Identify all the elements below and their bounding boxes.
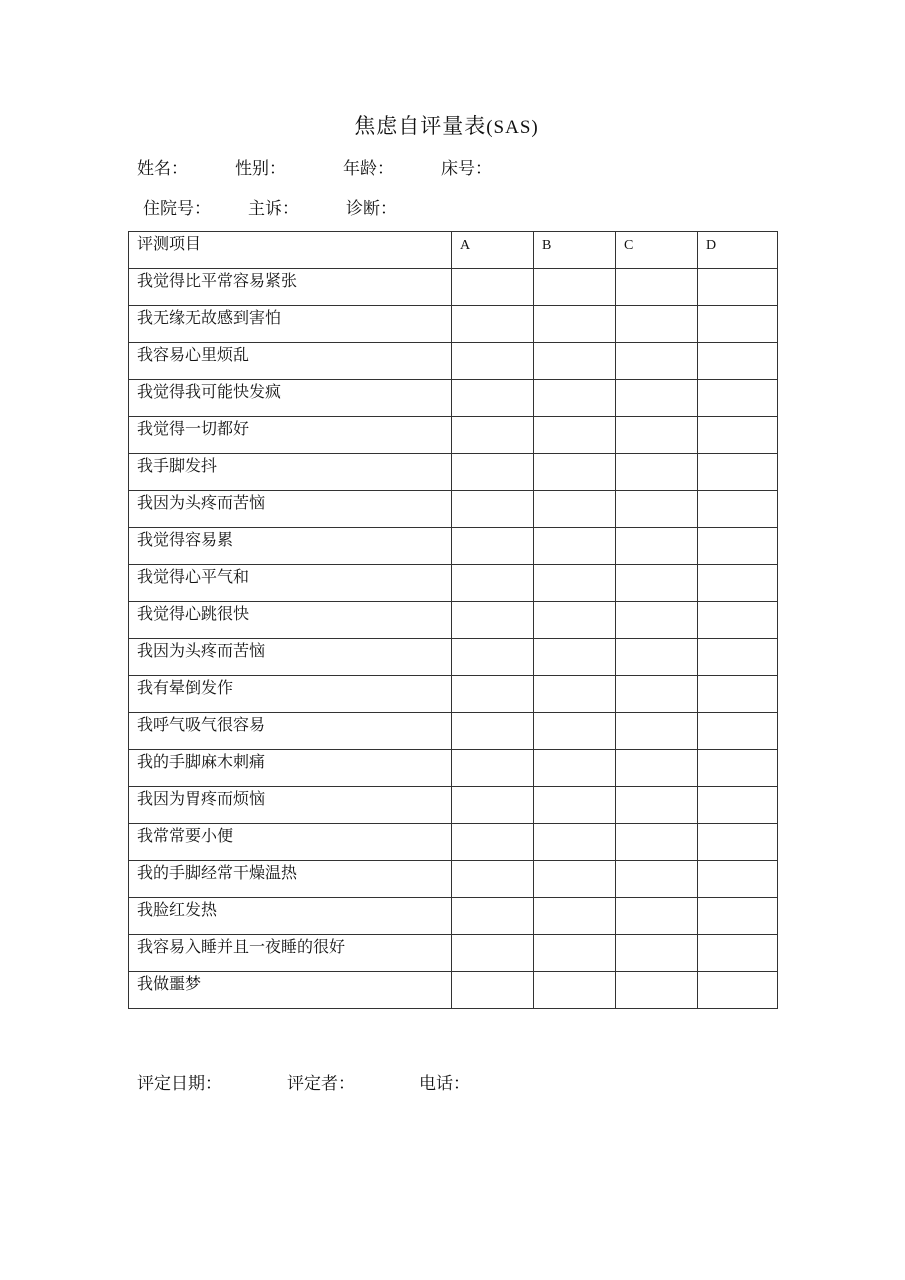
option-cell-a[interactable] xyxy=(452,528,534,565)
option-cell-d[interactable] xyxy=(698,639,778,676)
option-cell-c[interactable] xyxy=(616,787,698,824)
item-text: 我呼气吸气很容易 xyxy=(129,713,452,750)
option-cell-d[interactable] xyxy=(698,750,778,787)
option-cell-c[interactable] xyxy=(616,824,698,861)
option-cell-d[interactable] xyxy=(698,787,778,824)
option-cell-a[interactable] xyxy=(452,787,534,824)
item-text: 我脸红发热 xyxy=(129,898,452,935)
item-text: 我因为头疼而苦恼 xyxy=(129,491,452,528)
option-cell-a[interactable] xyxy=(452,269,534,306)
item-text: 我常常要小便 xyxy=(129,824,452,861)
item-text: 我觉得一切都好 xyxy=(129,417,452,454)
option-cell-b[interactable] xyxy=(534,343,616,380)
option-cell-c[interactable] xyxy=(616,380,698,417)
option-cell-d[interactable] xyxy=(698,343,778,380)
option-cell-d[interactable] xyxy=(698,972,778,1009)
item-text: 我的手脚麻木刺痛 xyxy=(129,750,452,787)
item-text: 我觉得容易累 xyxy=(129,528,452,565)
header-option-a: A xyxy=(452,232,534,269)
option-cell-a[interactable] xyxy=(452,713,534,750)
option-cell-d[interactable] xyxy=(698,306,778,343)
option-cell-c[interactable] xyxy=(616,972,698,1009)
table-row xyxy=(129,898,778,935)
header-option-d: D xyxy=(698,232,778,269)
header-option-c: C xyxy=(616,232,698,269)
option-cell-d[interactable] xyxy=(698,565,778,602)
table-row xyxy=(129,787,778,824)
option-cell-c[interactable] xyxy=(616,565,698,602)
diagnosis-label: 诊断： xyxy=(346,199,397,219)
item-text: 我觉得我可能快发疯 xyxy=(129,380,452,417)
table-row xyxy=(129,380,778,417)
title-code: (SAS) xyxy=(486,117,539,138)
option-cell-c[interactable] xyxy=(616,417,698,454)
option-cell-b[interactable] xyxy=(534,454,616,491)
option-cell-a[interactable] xyxy=(452,417,534,454)
option-cell-a[interactable] xyxy=(452,343,534,380)
item-text: 我觉得心平气和 xyxy=(129,565,452,602)
option-cell-b[interactable] xyxy=(534,750,616,787)
age-label: 年龄： xyxy=(343,159,394,179)
table-row xyxy=(129,713,778,750)
option-cell-d[interactable] xyxy=(698,861,778,898)
option-cell-c[interactable] xyxy=(616,713,698,750)
item-text: 我做噩梦 xyxy=(129,972,452,1009)
item-text: 我容易心里烦乱 xyxy=(129,343,452,380)
option-cell-d[interactable] xyxy=(698,602,778,639)
option-cell-c[interactable] xyxy=(616,528,698,565)
option-cell-d[interactable] xyxy=(698,380,778,417)
option-cell-d[interactable] xyxy=(698,824,778,861)
option-cell-c[interactable] xyxy=(616,898,698,935)
option-cell-b[interactable] xyxy=(534,639,616,676)
gender-label: 性别： xyxy=(235,159,286,179)
option-cell-a[interactable] xyxy=(452,602,534,639)
option-cell-b[interactable] xyxy=(534,713,616,750)
item-text: 我的手脚经常干燥温热 xyxy=(129,861,452,898)
option-cell-a[interactable] xyxy=(452,676,534,713)
option-cell-d[interactable] xyxy=(698,713,778,750)
table-row xyxy=(129,972,778,1009)
table-row xyxy=(129,861,778,898)
option-cell-a[interactable] xyxy=(452,491,534,528)
option-cell-a[interactable] xyxy=(452,454,534,491)
option-cell-c[interactable] xyxy=(616,306,698,343)
option-cell-d[interactable] xyxy=(698,898,778,935)
option-cell-b[interactable] xyxy=(534,491,616,528)
option-cell-b[interactable] xyxy=(534,861,616,898)
table-row xyxy=(129,639,778,676)
table-row xyxy=(129,750,778,787)
option-cell-c[interactable] xyxy=(616,454,698,491)
option-cell-c[interactable] xyxy=(616,750,698,787)
item-text: 我有晕倒发作 xyxy=(129,676,452,713)
table-row xyxy=(129,565,778,602)
complaint-label: 主诉： xyxy=(248,199,299,219)
table-row xyxy=(129,306,778,343)
option-cell-c[interactable] xyxy=(616,343,698,380)
option-cell-a[interactable] xyxy=(452,861,534,898)
option-cell-b[interactable] xyxy=(534,898,616,935)
option-cell-b[interactable] xyxy=(534,676,616,713)
option-cell-b[interactable] xyxy=(534,824,616,861)
option-cell-b[interactable] xyxy=(534,787,616,824)
option-cell-b[interactable] xyxy=(534,602,616,639)
option-cell-a[interactable] xyxy=(452,306,534,343)
option-cell-a[interactable] xyxy=(452,639,534,676)
table-row xyxy=(129,269,778,306)
table-row xyxy=(129,491,778,528)
item-text: 我觉得比平常容易紧张 xyxy=(129,269,452,306)
option-cell-b[interactable] xyxy=(534,380,616,417)
option-cell-d[interactable] xyxy=(698,454,778,491)
option-cell-b[interactable] xyxy=(534,306,616,343)
option-cell-c[interactable] xyxy=(616,935,698,972)
item-text: 我容易入睡并且一夜睡的很好 xyxy=(129,935,452,972)
table-row xyxy=(129,343,778,380)
page-title xyxy=(0,110,893,140)
table-row xyxy=(129,676,778,713)
option-cell-a[interactable] xyxy=(452,565,534,602)
sas-table xyxy=(128,231,778,1009)
admission-no-label: 住院号： xyxy=(143,199,211,219)
option-cell-b[interactable] xyxy=(534,565,616,602)
title-main: 焦虑自评量表 xyxy=(354,114,487,138)
table-row xyxy=(129,417,778,454)
table-body xyxy=(129,269,778,1009)
option-cell-c[interactable] xyxy=(616,269,698,306)
option-cell-b[interactable] xyxy=(534,972,616,1009)
table-header-row xyxy=(129,232,778,269)
option-cell-d[interactable] xyxy=(698,491,778,528)
option-cell-c[interactable] xyxy=(616,676,698,713)
table-row xyxy=(129,602,778,639)
option-cell-a[interactable] xyxy=(452,898,534,935)
phone-label: 电话： xyxy=(419,1074,470,1094)
date-label: 评定日期： xyxy=(137,1074,222,1094)
option-cell-a[interactable] xyxy=(452,824,534,861)
option-cell-d[interactable] xyxy=(698,417,778,454)
option-cell-a[interactable] xyxy=(452,380,534,417)
header-item: 评测项目 xyxy=(129,232,452,269)
option-cell-d[interactable] xyxy=(698,269,778,306)
option-cell-a[interactable] xyxy=(452,972,534,1009)
option-cell-c[interactable] xyxy=(616,602,698,639)
table-row xyxy=(129,528,778,565)
item-text: 我无缘无故感到害怕 xyxy=(129,306,452,343)
option-cell-a[interactable] xyxy=(452,935,534,972)
assessor-label: 评定者： xyxy=(287,1074,355,1094)
item-text: 我因为头疼而苦恼 xyxy=(129,639,452,676)
option-cell-a[interactable] xyxy=(452,750,534,787)
option-cell-b[interactable] xyxy=(534,269,616,306)
option-cell-b[interactable] xyxy=(534,528,616,565)
bed-label: 床号： xyxy=(441,159,492,179)
table-row xyxy=(129,824,778,861)
table-row xyxy=(129,935,778,972)
item-text: 我手脚发抖 xyxy=(129,454,452,491)
option-cell-c[interactable] xyxy=(616,639,698,676)
name-label: 姓名： xyxy=(137,159,188,179)
table-row xyxy=(129,454,778,491)
option-cell-d[interactable] xyxy=(698,676,778,713)
option-cell-b[interactable] xyxy=(534,417,616,454)
header-option-b: B xyxy=(534,232,616,269)
option-cell-b[interactable] xyxy=(534,935,616,972)
item-text: 我因为胃疼而烦恼 xyxy=(129,787,452,824)
item-text: 我觉得心跳很快 xyxy=(129,602,452,639)
option-cell-d[interactable] xyxy=(698,528,778,565)
option-cell-c[interactable] xyxy=(616,861,698,898)
option-cell-d[interactable] xyxy=(698,935,778,972)
option-cell-c[interactable] xyxy=(616,491,698,528)
